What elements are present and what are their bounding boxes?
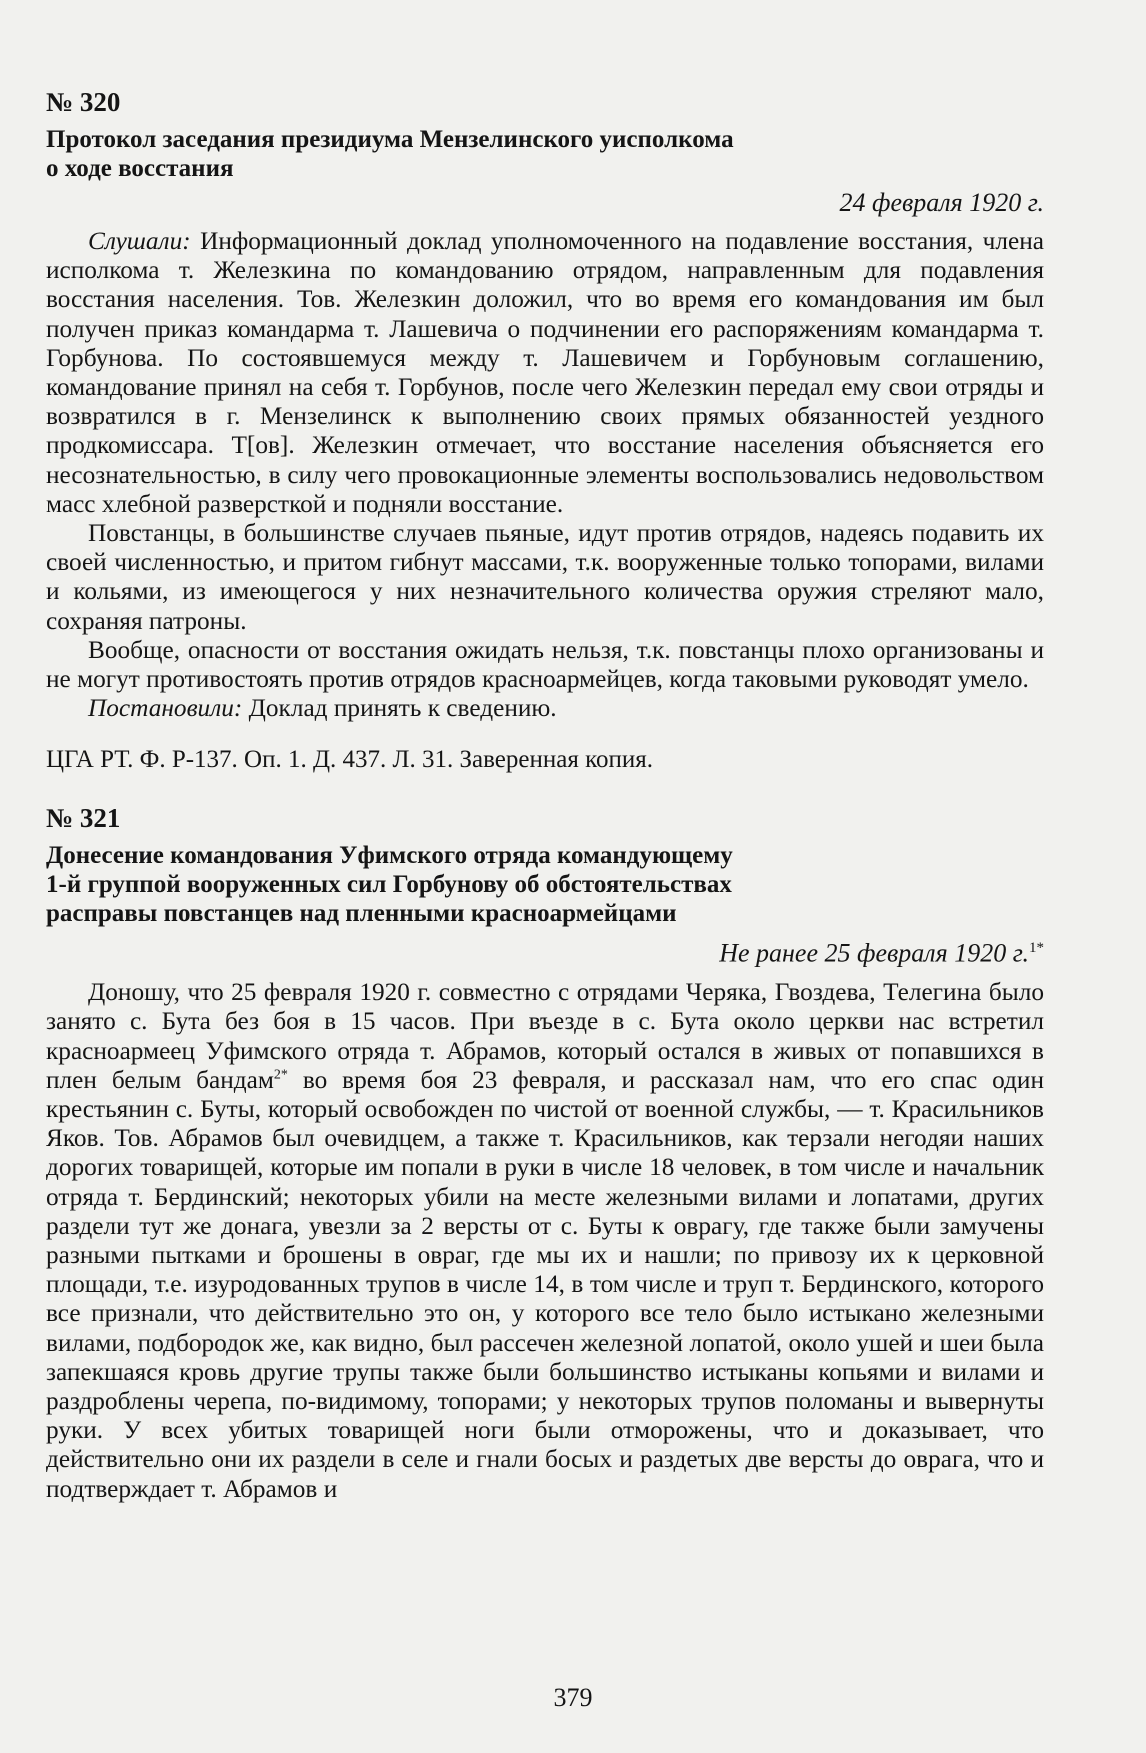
document-page xyxy=(46,85,1044,1504)
heard-label: Слушали: xyxy=(88,227,191,255)
paragraph-text: Информационный доклад уполномоченного на подавление восстания, члена исполкома т. Железкина по командованию отрядом, направленным для подавления восстания населения. Тов. Железкин доложил, что во время его командования им был получен приказ командарма т. Лашевича о подчинении его распоряжениям командарма т. Горбунова. По состоявшемуся между т. Лашевичем и Горбуновым соглашению, командование принял на себя т. Горбунов, после чего Железкин передал ему свои отряды и возвратился в г. Мензелинск к выполнению своих прямых обязанностей уездного продкомиссара. Т[ов]. Железкин отмечает, что восстание населения объясняется его несознательностью, в силу чего провокационные элементы воспользовались недовольством масс хлебной разверсткой и подняли восстание. xyxy=(46,227,1044,518)
archive-source: ЦГА РТ. Ф. Р-137. Оп. 1. Д. 437. Л. 31. Заверенная копия. xyxy=(46,746,653,774)
document-title xyxy=(46,841,1044,928)
document-title xyxy=(46,125,1044,183)
footnote-marker: 1* xyxy=(1029,940,1044,957)
paragraph: Повстанцы, в большинстве случаев пьяные, идут против отрядов, надеясь подавить их своей численностью, и притом гибнут массами, т.к. вооруженные только топорами, вилами и кольями, из имеющегося у них незначительного количества оружия стреляют мало, сохраняя патроны. xyxy=(46,519,1044,635)
paragraph-heard xyxy=(46,227,1044,519)
title-line: расправы повстанцев над пленными красноармейцами xyxy=(46,900,677,928)
document-320 xyxy=(46,85,1044,775)
document-number: № 321 xyxy=(46,803,121,834)
paragraph-text: Доклад принять к сведению. xyxy=(248,694,557,723)
paragraph-decided xyxy=(46,694,1044,723)
date-text: Не ранее 25 февраля 1920 г. xyxy=(719,939,1029,969)
document-321 xyxy=(46,801,1044,1503)
title-line: о ходе восстания xyxy=(46,155,234,182)
document-date: 24 февраля 1920 г. xyxy=(839,188,1044,217)
title-line: 1-й группой вооруженных сил Горбунову об обстоятельствах xyxy=(46,871,732,899)
paragraph: Вообще, опасности от восстания ожидать нельзя, т.к. повстанцы плохо организованы и не могут противостоять против отрядов красноармейцев, когда таковыми руководят умело. xyxy=(46,635,1044,694)
document-date xyxy=(46,932,1044,970)
footnote-marker: 2* xyxy=(273,1067,288,1083)
title-line: Протокол заседания президиума Мензелинского уисполкома xyxy=(46,126,734,153)
report-body xyxy=(46,978,1044,1504)
decided-label: Постановили: xyxy=(88,694,243,723)
document-number: № 320 xyxy=(46,87,121,117)
title-line: Донесение командования Уфимского отряда командующему xyxy=(46,842,733,870)
paragraph-text: во время боя 23 февраля, и рассказал нам, что его спас один крестьянин с. Буты, который освобожден по чистой от военной службы, — т. Красильников Яков. Тов. Абрамов был очевидцем, а также т. Красильников, как терзали негодяи наших дорогих товарищей, которые им попали в руки в числе 18 человек, в том числе и начальник отряда т. Бердинский; некоторых убили на месте железными вилами и лопатами, других раздели тут же донага, увезли за 2 версты от с. Буты к оврагу, где также были замучены разными пытками и брошены в овраг, где мы их и нашли; по привозу их к церковной площади, т.е. изуродованных трупов в числе 14, в том числе и труп т. Бердинского, которого все признали, что действительно это он, у которого все тело было истыкано железными вилами, подбородок же, как видно, был рассечен железной лопатой, около ушей и шеи была запекшаяся кровь другие трупы также были большинство истыканы копьями и вилами и раздроблены черепа, по-видимому, топорами; у некоторых трупов поломаны и вывернуты руки. У всех убитых товарищей ноги были отморожены, что и доказывает, что действительно они их раздели в селе и гнали босых и раздетых две версты до оврага, что и подтверждает т. Абрамов и xyxy=(46,1065,1044,1503)
paragraph-text: Доношу, что 25 февраля 1920 г. совместно с отрядами Черяка, Гвоздева, Телегина было занято с. Бута без боя в 15 часов. При въезде в с. Бута около церкви нас встретил красноармеец Уфимского отряда т. Абрамов, который остался в живых от попавшихся в плен белым бандам xyxy=(46,978,1044,1094)
page-number: 379 xyxy=(553,1683,593,1712)
